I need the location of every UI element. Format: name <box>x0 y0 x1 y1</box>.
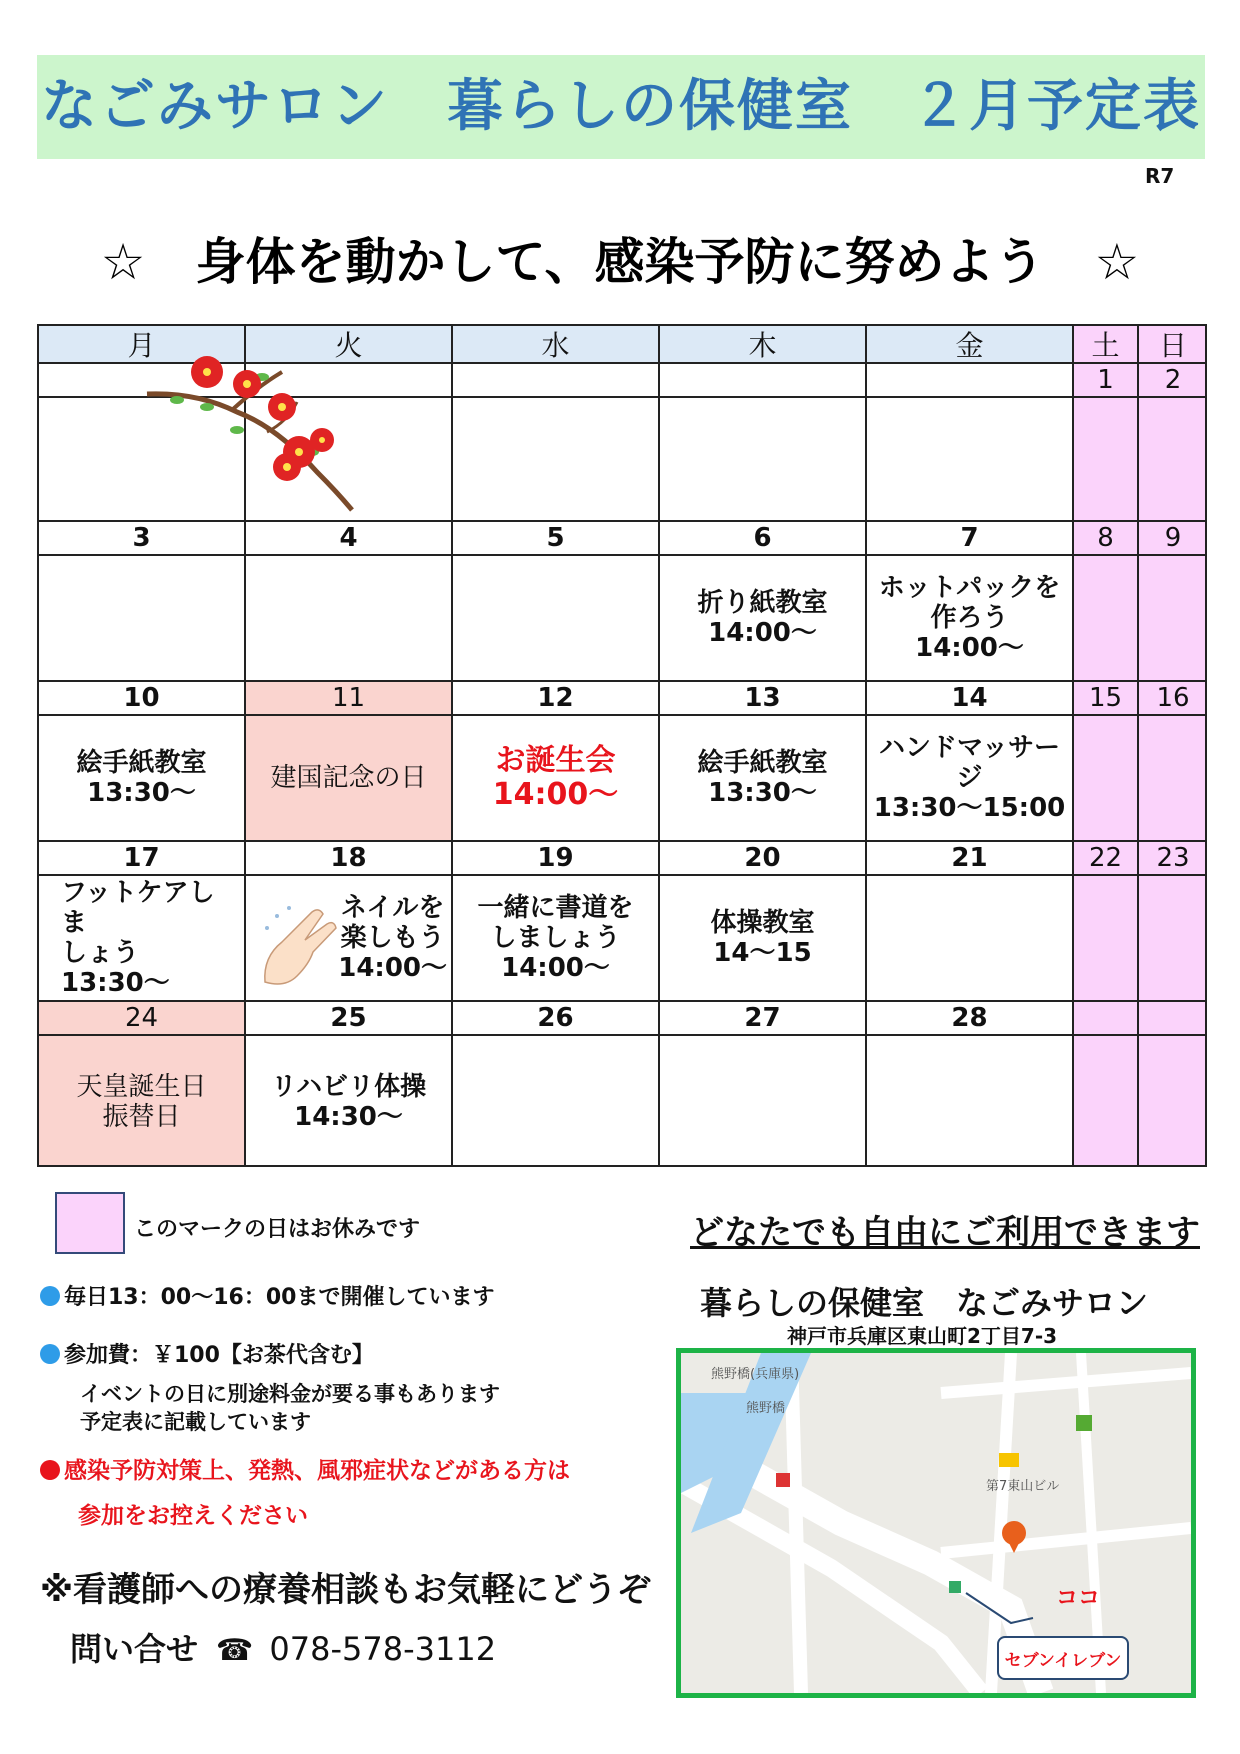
date-cell: 19 <box>451 840 658 874</box>
date-cell <box>658 362 865 396</box>
date-cell: 27 <box>658 1000 865 1034</box>
page-title: なごみサロン 暮らしの保健室 ２月予定表 <box>41 74 1201 139</box>
date-cell: 12 <box>451 680 658 714</box>
phone-number: 078-578-3112 <box>269 1630 497 1668</box>
date-cell-holiday: 24 <box>37 1000 244 1034</box>
fee-note: イベントの日に別途料金が要る事もあります 予定表に記載しています <box>80 1382 500 1434</box>
date-cell: 13 <box>658 680 865 714</box>
date-cell-sun: 2 <box>1137 362 1207 396</box>
hand-illustration <box>257 902 339 994</box>
date-cell: 17 <box>37 840 244 874</box>
bullet-icon <box>40 1344 60 1364</box>
date-cell-sun <box>1137 1000 1207 1034</box>
date-cell-holiday: 11 <box>244 680 451 714</box>
address: 神戸市兵庫区東山町2丁目7-3 <box>787 1324 1058 1348</box>
salon-name: 暮らしの保健室 なごみサロン <box>700 1284 1149 1322</box>
warning-text: 感染予防対策上、発熱、風邪症状などがある方は <box>64 1458 570 1484</box>
date-cell: 4 <box>244 520 451 554</box>
hours-text: 毎日13：00～16：00まで開催しています <box>64 1285 495 1310</box>
event-cell <box>451 1034 658 1167</box>
bullet-icon <box>40 1286 60 1306</box>
header-mon: 月 <box>37 324 244 362</box>
fee-info <box>40 1338 374 1369</box>
hours-info <box>40 1280 494 1311</box>
weekend-cell <box>1072 874 1137 1000</box>
header-tue: 火 <box>244 324 451 362</box>
weekend-cell <box>1137 714 1207 840</box>
table-border <box>37 1165 1207 1167</box>
event-etegami: 絵手紙教室 13:30～ <box>37 714 244 840</box>
table-border <box>1205 324 1207 1167</box>
header-sun: 日 <box>1137 324 1207 362</box>
weekend-cell <box>1137 396 1207 520</box>
warning-line <box>40 1452 570 1485</box>
date-cell-sun: 23 <box>1137 840 1207 874</box>
header-thu: 木 <box>658 324 865 362</box>
version-mark: R7 <box>1145 164 1175 188</box>
fee-text: 参加費：￥100【お茶代含む】 <box>64 1343 374 1368</box>
event-cell <box>865 1034 1072 1167</box>
event-rehab: リハビリ体操 14:30～ <box>244 1034 451 1167</box>
event-footcare: フットケアしま しょう 13:30～ <box>37 874 244 1000</box>
bullet-icon <box>40 1460 60 1480</box>
date-cell-sat: 8 <box>1072 520 1137 554</box>
date-cell <box>451 362 658 396</box>
warning-line: 参加をお控えください <box>78 1503 308 1529</box>
map-label: 熊野橋 <box>746 1401 786 1416</box>
date-cell: 20 <box>658 840 865 874</box>
event-cell <box>865 874 1072 1000</box>
date-cell: 6 <box>658 520 865 554</box>
event-cell <box>451 554 658 680</box>
event-cell <box>658 1034 865 1167</box>
consultation-note: ※看護師への療養相談もお気軽にどうぞ <box>40 1570 652 1610</box>
event-hand-massage: ハンドマッサージ 13:30～15:00 <box>865 714 1072 840</box>
weekend-cell <box>1072 554 1137 680</box>
date-cell: 18 <box>244 840 451 874</box>
weekend-cell <box>1137 1034 1207 1167</box>
event-cell <box>658 396 865 520</box>
contact-label: 問い合せ <box>70 1630 199 1668</box>
header-fri: 金 <box>865 324 1072 362</box>
event-calligraphy: 一緒に書道を しましょう 14:00～ <box>451 874 658 1000</box>
weekend-cell <box>1137 554 1207 680</box>
slogan: ☆ 身体を動かして、感染予防に努めよう ☆ <box>100 233 1140 291</box>
map-label: 熊野橋(兵庫県) <box>711 1367 800 1382</box>
event-exercise: 体操教室 14～15 <box>658 874 865 1000</box>
weekend-cell <box>1137 874 1207 1000</box>
location-map <box>676 1348 1196 1698</box>
weekend-cell <box>1072 396 1137 520</box>
date-cell-sun: 9 <box>1137 520 1207 554</box>
weekend-cell <box>1072 714 1137 840</box>
event-cell <box>865 396 1072 520</box>
date-cell-sat <box>1072 1000 1137 1034</box>
header-sat: 土 <box>1072 324 1137 362</box>
legend-text: このマークの日はお休みです <box>134 1217 421 1242</box>
event-holiday: 天皇誕生日 振替日 <box>37 1034 244 1167</box>
date-cell: 14 <box>865 680 1072 714</box>
event-nail: ネイルを 楽しもう 14:00～ <box>244 874 451 1000</box>
weekend-cell <box>1072 1034 1137 1167</box>
date-cell: 7 <box>865 520 1072 554</box>
phone-icon: ☎ <box>216 1633 254 1668</box>
closed-day-swatch <box>55 1192 125 1254</box>
event-etegami: 絵手紙教室 13:30～ <box>658 714 865 840</box>
date-cell: 21 <box>865 840 1072 874</box>
date-cell-sun: 16 <box>1137 680 1207 714</box>
event-cell <box>37 554 244 680</box>
event-holiday: 建国記念の日 <box>244 714 451 840</box>
date-cell: 10 <box>37 680 244 714</box>
open-to-all-notice: どなたでも自由にご利用できます <box>690 1213 1200 1253</box>
map-store-callout: セブンイレブン <box>997 1636 1129 1680</box>
calendar-table <box>37 324 1207 1167</box>
date-cell: 5 <box>451 520 658 554</box>
date-cell-sat: 22 <box>1072 840 1137 874</box>
map-here-marker: ココ <box>1056 1586 1101 1611</box>
date-cell: 28 <box>865 1000 1072 1034</box>
date-cell: 3 <box>37 520 244 554</box>
plum-blossom-illustration <box>137 332 357 512</box>
header-wed: 水 <box>451 324 658 362</box>
date-cell-sat: 1 <box>1072 362 1137 396</box>
event-hotpack: ホットパックを 作ろう 14:00～ <box>865 554 1072 680</box>
contact-line <box>70 1624 496 1670</box>
date-cell: 25 <box>244 1000 451 1034</box>
date-cell-sat: 15 <box>1072 680 1137 714</box>
date-cell: 26 <box>451 1000 658 1034</box>
event-cell <box>244 554 451 680</box>
map-label: 第7東山ビル <box>986 1479 1060 1494</box>
event-cell <box>451 396 658 520</box>
date-cell <box>865 362 1072 396</box>
event-birthday-party: お誕生会 14:00～ <box>451 714 658 840</box>
event-origami: 折り紙教室 14:00～ <box>658 554 865 680</box>
